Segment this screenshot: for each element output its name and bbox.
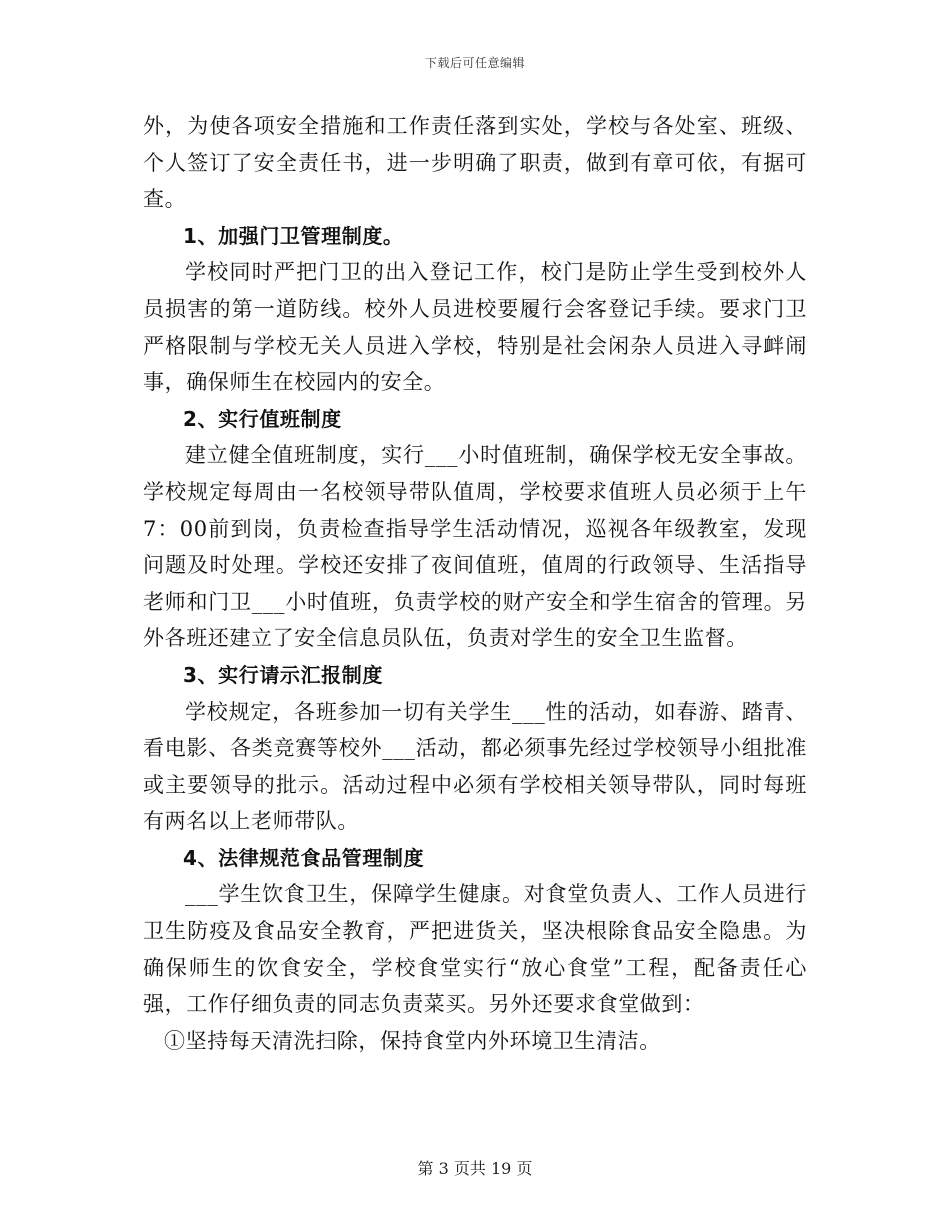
section-heading-1: 1、加强门卫管理制度。 [183,223,404,248]
list-item-cleaning: ①坚持每天清洗扫除，保持食堂内外环境卫生清洁。 [164,1028,661,1053]
paragraph-intro: 外，为使各项安全措施和工作责任落到实处，学校与各处室、班级、个人签订了安全责任书，进一步明确了职责，做到有章可依，有据可查。 [143,114,807,212]
section-heading-4: 4、法律规范食品管理制度 [183,845,425,870]
page-header: 下载后可任意编辑 [424,56,525,70]
section-heading-3: 3、实行请示汇报制度 [183,662,383,687]
section-heading-2: 2、实行值班制度 [183,406,342,431]
document-body [143,108,807,1059]
paragraph-reporting: 学校规定，各班参加一切有关学生___性的活动，如春游、踏青、看电影、各类竞赛等校外___活动，都必须事先经过学校领导小组批准或主要领导的批示。活动过程中必须有学校相关领导带队，同时每班有两名以上老师带队。 [143,699,807,834]
page-footer: 第 3 页共 19 页 [417,1159,533,1178]
paragraph-gatekeeper: 学校同时严把门卫的出入登记工作，校门是防止学生受到校外人员损害的第一道防线。校外人员进校要履行会客登记手续。要求门卫严格限制与学校无关人员进入学校，特别是社会闲杂人员进入寻衅闹事，确保师生在校园内的安全。 [143,260,807,395]
paragraph-food: ___学生饮食卫生，保障学生健康。对食堂负责人、工作人员进行卫生防疫及食品安全教育，严把进货关，坚决根除食品安全隐患。为确保师生的饮食安全，学校食堂实行“放心食堂”工程，配备责任心强，工作仔细负责的同志负责菜买。另外还要求食堂做到： [143,882,807,1017]
paragraph-duty: 建立健全值班制度，实行___小时值班制，确保学校无安全事故。学校规定每周由一名校领导带队值周，学校要求值班人员必须于上午7：00前到岗，负责检查指导学生活动情况，巡视各年级教室，发现问题及时处理。学校还安排了夜间值班，值周的行政领导、生活指导老师和门卫___小时值班，负责学校的财产安全和学生宿舍的管理。另外各班还建立了安全信息员队伍，负责对学生的安全卫生监督。 [143,443,807,651]
